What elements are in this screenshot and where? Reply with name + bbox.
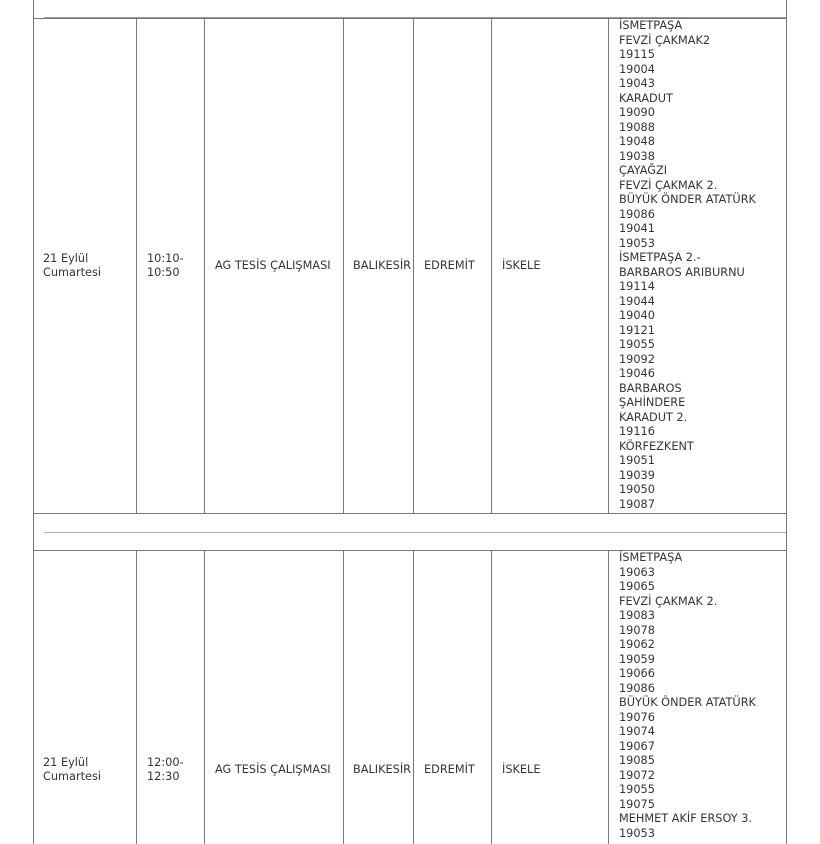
time-cell xyxy=(147,19,202,513)
place-item: 19121 xyxy=(619,323,655,337)
work-text: AG TESİS ÇALIŞMASI xyxy=(215,258,331,272)
place-item: 19055 xyxy=(619,338,655,351)
place-item: ÇAYAĞZI xyxy=(619,164,668,177)
place-item: 19115 xyxy=(619,48,655,61)
outage-table xyxy=(33,0,787,844)
place-item: 19114 xyxy=(619,280,655,293)
place-item: 19086 xyxy=(619,681,655,695)
place-item: FEVZİ ÇAKMAK 2. xyxy=(619,594,718,608)
time-text: 10:10- 10:50 xyxy=(147,251,184,279)
district-text: EDREMİT xyxy=(424,258,475,272)
place-item: 19078 xyxy=(619,623,655,637)
place-item: İSMETPAŞA 2.- xyxy=(619,251,701,264)
work-cell xyxy=(215,551,340,844)
date-text: 21 Eylül Cumartesi xyxy=(43,755,102,783)
table-row xyxy=(33,18,787,514)
place-item: 19055 xyxy=(619,783,655,796)
time-cell xyxy=(147,551,202,844)
work-cell xyxy=(215,19,340,513)
place-item: 19088 xyxy=(619,120,655,134)
place-item: 19044 xyxy=(619,294,655,308)
place-item: 19048 xyxy=(619,135,655,148)
place-item: 19053 xyxy=(619,236,655,250)
place-item: 19075 xyxy=(619,797,655,811)
place-item: 19004 xyxy=(619,62,655,76)
place-item: 19072 xyxy=(619,768,655,782)
city-cell xyxy=(353,19,413,513)
place-item: BÜYÜK ÖNDER ATATÜRK xyxy=(619,696,756,709)
place-item: 19087 xyxy=(619,497,655,511)
place-item: 19059 xyxy=(619,652,655,666)
neighborhood-cell xyxy=(502,19,602,513)
places-list xyxy=(619,19,756,512)
place-item: İSMETPAŞA xyxy=(619,551,683,564)
table-row xyxy=(33,550,787,844)
neighborhood-text: İSKELE xyxy=(502,762,541,776)
city-text: BALIKESİR xyxy=(353,258,412,272)
place-item: 19092 xyxy=(619,352,655,366)
neighborhood-text: İSKELE xyxy=(502,258,541,272)
place-item: FEVZİ ÇAKMAK2 xyxy=(619,33,711,47)
place-item: 19053 xyxy=(619,826,655,840)
place-item: 19040 xyxy=(619,309,655,322)
place-item: 19076 xyxy=(619,710,655,724)
place-item: 19046 xyxy=(619,367,655,380)
place-item: 19067 xyxy=(619,739,655,753)
table-spacer xyxy=(33,514,787,550)
place-item: 19083 xyxy=(619,609,655,622)
place-item: BARBAROS ARIBURNU xyxy=(619,265,745,279)
place-item: BARBAROS xyxy=(619,381,682,395)
place-item: ŞAHİNDERE xyxy=(619,396,686,409)
work-text: AG TESİS ÇALIŞMASI xyxy=(215,762,331,776)
place-item: 19063 xyxy=(619,565,655,579)
place-item: 19038 xyxy=(619,149,655,163)
place-item: 19066 xyxy=(619,667,655,680)
place-item: BÜYÜK ÖNDER ATATÜRK xyxy=(619,193,756,206)
district-cell xyxy=(424,551,489,844)
date-cell xyxy=(43,551,135,844)
place-item: 19074 xyxy=(619,725,655,738)
place-item: MEHMET AKİF ERSOY 3. xyxy=(619,812,753,825)
place-item: FEVZİ ÇAKMAK 2. xyxy=(619,178,718,192)
place-item: 19041 xyxy=(619,222,655,235)
place-item: İSMETPAŞA xyxy=(619,19,683,32)
place-item: 19085 xyxy=(619,754,655,767)
city-text: BALIKESİR xyxy=(353,762,412,776)
place-item: 19065 xyxy=(619,580,655,593)
place-item: 19062 xyxy=(619,638,655,651)
place-item: KARADUT 2. xyxy=(619,410,688,424)
district-text: EDREMİT xyxy=(424,762,475,776)
city-cell xyxy=(353,551,413,844)
place-item: 19039 xyxy=(619,468,655,482)
date-text: 21 Eylül Cumartesi xyxy=(43,251,102,279)
place-item: 19090 xyxy=(619,106,655,119)
table-spacer xyxy=(33,0,787,18)
date-cell xyxy=(43,19,135,513)
place-item: 19086 xyxy=(619,207,655,221)
place-item: KARADUT xyxy=(619,91,673,105)
place-item: KÖRFEZKENT xyxy=(619,439,694,453)
place-item: 19116 xyxy=(619,425,655,438)
place-item: 19050 xyxy=(619,483,655,496)
place-item: 19051 xyxy=(619,454,655,467)
place-item: 19043 xyxy=(619,77,655,90)
district-cell xyxy=(424,19,489,513)
time-text: 12:00- 12:30 xyxy=(147,755,184,783)
places-list xyxy=(619,551,756,841)
neighborhood-cell xyxy=(502,551,602,844)
